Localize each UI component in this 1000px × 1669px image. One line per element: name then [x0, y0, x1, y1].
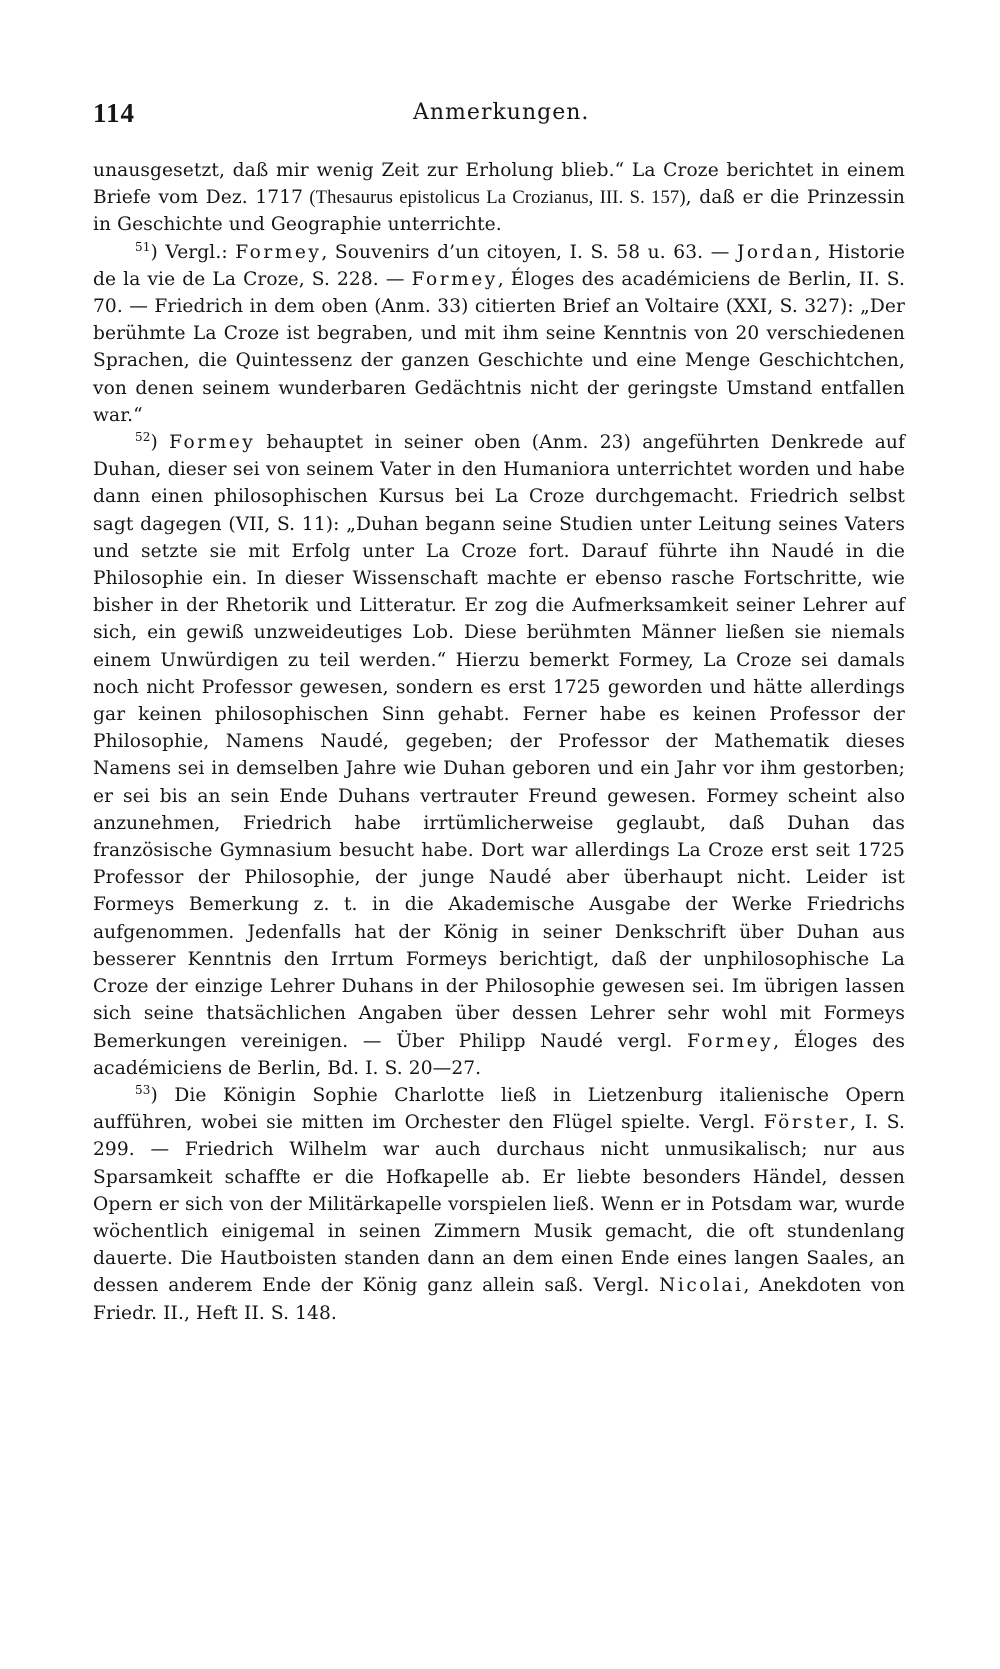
author-name: Formey: [235, 241, 322, 263]
footnote-53: $^{53}$) Die Königin Sophie Charlotte ließ in Lietzenburg italienische Opern aufführen, wobei sie mitten im Orchester den Flügel spielte. Vergl. Förster, I. S. 299. — Friedrich Wilhelm war auch durchaus nicht unmusikalisch; nur aus Sparsamkeit schaffte er die Hofkapelle ab. Er liebte besonders Händel, dessen Opern er sich von der Militärkapelle vorspielen ließ. Wenn er in Potsdam war, wurde wöchentlich einigemal in seinen Zimmern Musik gemacht, die oft stundenlang dauerte. Die Hautboisten standen dann an dem einen Ende eines langen Saales, an dessen anderem Ende der König ganz allein saß. Vergl. Nicolai, Anekdoten von Friedr. II., Heft II. S. 148.: [93, 1082, 905, 1324]
footnote-number: 53: [135, 1082, 151, 1097]
page-number: 114: [93, 98, 136, 128]
author-name: Jordan: [736, 241, 815, 263]
footnote-number: 51: [135, 239, 151, 254]
author-name: Formey: [687, 1030, 774, 1052]
author-name: Nicolai: [659, 1275, 744, 1297]
footnote-52: $^{52}$) Formey behauptet in seiner oben (Anm. 23) angeführten Denkrede auf Duhan, dieser sei von seinem Vater in den Humaniora unterrichtet worden und habe dann einen philosophischen Kursus bei La Croze durchgemacht. Friedrich selbst sagt dagegen (VII, S. 11): „Duhan begann seine Studien unter Leitung seines Vaters und setzte sie mit Erfolg unter La Croze fort. Darauf führte ihn Naudé in die Philosophie ein. In dieser Wissenschaft machte er ebenso rasche Fortschritte, wie bisher in der Rhetorik und Litteratur. Er zog die Aufmerksamkeit seiner Lehrer auf sich, ein gewiß unzweideutiges Lob. Diese berühmten Männer ließen sie niemals einem Unwürdigen zu teil werden.“ Hierzu bemerkt Formey, La Croze sei damals noch nicht Professor gewesen, sondern es erst 1725 geworden und hätte allerdings gar keinen philosophischen Sinn gehabt. Ferner habe es keinen Professor der Philosophie, Namens Naudé, gegeben; der Professor der Mathematik dieses Namens sei in demselben Jahre wie Duhan geboren und ein Jahr vor ihm gestorben; er sei bis an sein Ende Duhans vertrauter Freund gewesen. Formey scheint also anzunehmen, Friedrich habe irrtümlicherweise geglaubt, daß Duhan das französische Gymnasium besucht habe. Dort war allerdings La Croze erst seit 1725 Professor der Philosophie, der junge Naudé aber überhaupt nicht. Leider ist Formeys Bemerkung z. t. in die Akademische Ausgabe der Werke Friedrichs aufgenommen. Jedenfalls hat der König in seiner Denkschrift über Duhan aus besserer Kenntnis den Irrtum Formeys berichtigt, daß der unphilosophische La Croze der einzige Lehrer Duhans in der Philosophie gewesen sei. Im übrigen lassen sich seine thatsächlichen Angaben über dessen Lehrer sehr wohl mit Formeys Bemerkungen vereinigen. — Über Philipp Naudé vergl. Formey, Éloges des académiciens de Berlin, Bd. I. S. 20—27.: [93, 430, 905, 1079]
continuation-paragraph: unausgesetzt, daß mir wenig Zeit zur Erholung blieb.“ La Croze berichtet in einem Briefe vom Dez. 1717 (Thesaurus epistolicus La Crozianus, III. S. 157), daß er die Prinzessin in Geschichte und Geographie unterrichte.: [93, 160, 905, 236]
thesaurus-citation: (Thesaurus epistolicus La Crozianus, III. S. 157): [303, 187, 686, 209]
notes-body: [93, 157, 905, 1327]
author-name: Förster: [763, 1112, 851, 1134]
page-header: [93, 98, 903, 138]
author-name: Formey: [411, 268, 498, 290]
footnote-51: $^{51}$) Vergl.: Formey, Souvenirs d’un citoyen, I. S. 58 u. 63. — Jordan, Historie de la vie de La Croze, S. 228. — Formey, Éloges des académiciens de Berlin, II. S. 70. — Friedrich in dem oben (Anm. 33) citierten Brief an Voltaire (XXI, S. 327): „Der berühmte La Croze ist begraben, und mit ihm seine Kenntnis von 20 verschiedenen Sprachen, die Quintessenz der ganzen Geschichte und eine Menge Geschichtchen, von denen seinem wunderbaren Gedächtnis nicht der geringste Umstand entfallen war.“: [93, 239, 905, 426]
running-head: Anmerkungen.: [413, 100, 590, 125]
author-name: Formey: [169, 432, 256, 454]
footnote-number: 52: [135, 430, 151, 445]
